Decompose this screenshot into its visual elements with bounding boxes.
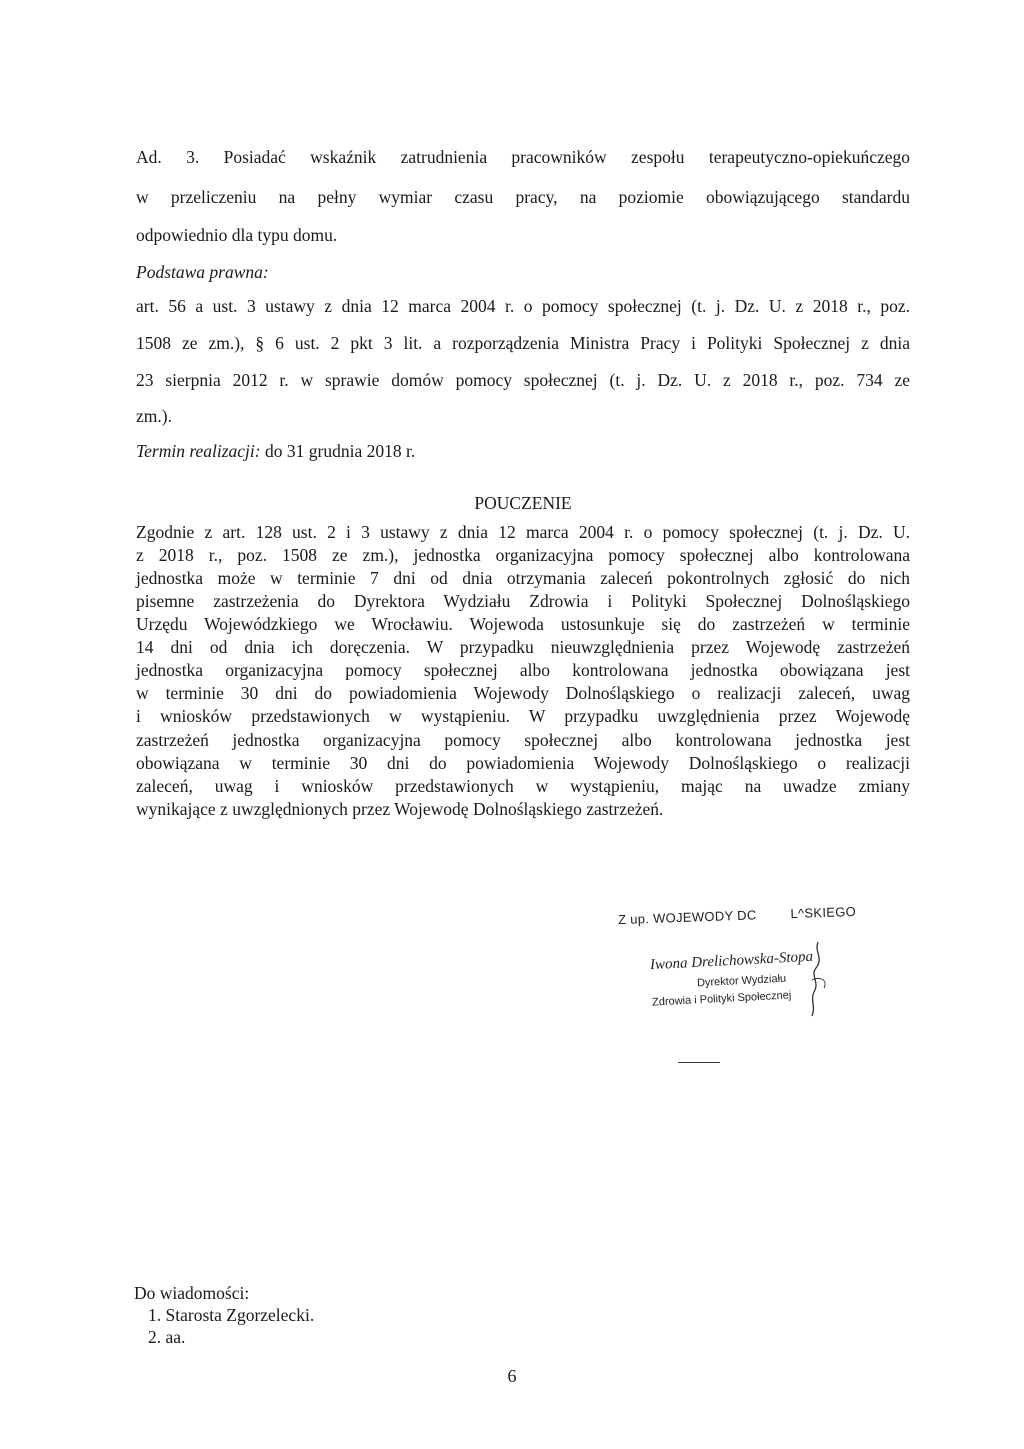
deadline-value: do 31 grudnia 2018 r. [265,441,416,461]
notice-line: obowiązana w terminie 30 dni do powiadomienia Wojewody Dolnośląskiego o realizacji [136,753,910,773]
notice-line: w terminie 30 dni do powiadomienia Wojewody Dolnośląskiego o realizacji zaleceń, uwag [136,683,910,703]
distribution-item: 2. aa. [148,1327,186,1347]
distribution-label: Do wiadomości: [134,1283,250,1303]
ad3-line-1: Ad. 3. Posiadać wskaźnik zatrudnienia pracowników zespołu terapeutyczno-opiekuńczego [136,147,910,167]
ad3-line-2: w przeliczeniu na pełny wymiar czasu pracy, na poziomie obowiązującego standardu [136,187,910,207]
distribution-item: 1. Starosta Zgorzelecki. [148,1305,315,1325]
legal-basis-label: Podstawa prawna: [136,262,269,282]
notice-line: Urzędu Wojewódzkiego we Wrocławiu. Wojewoda ustosunkuje się do zastrzeżeń w terminie [136,614,910,634]
legal-basis-line-2: 1508 ze zm.), § 6 ust. 2 pkt 3 lit. a rozporządzenia Ministra Pracy i Polityki Społecznej z dnia [136,333,910,353]
notice-line: Zgodnie z art. 128 ust. 2 i 3 ustawy z dnia 12 marca 2004 r. o pomocy społecznej (t. j. Dz. U. [136,522,910,542]
notice-line: pisemne zastrzeżenia do Dyrektora Wydziału Zdrowia i Polityki Społecznej Dolnośląskiego [136,591,910,611]
notice-line: zaleceń, uwag i wniosków przedstawionych w wystąpieniu, mając na uwadze zmiany [136,776,910,796]
stamp-title-left: Z up. WOJEWODY DC [617,907,757,928]
notice-line: z 2018 r., poz. 1508 ze zm.), jednostka organizacyjna pomocy społecznej albo kontrolowana [136,545,910,565]
deadline-label: Termin realizacji: [136,441,261,461]
signature-rule [678,1062,720,1063]
stamp-title [618,904,856,927]
notice-line: wynikające z uwzględnionych przez Wojewodę Dolnośląskiego zastrzeżeń. [136,799,664,819]
notice-line: 14 dni od dnia ich doręczenia. W przypadku nieuwzględnienia przez Wojewodę zastrzeżeń [136,637,910,657]
notice-line: i wniosków przedstawionych w wystąpieniu. W przypadku uwzględnienia przez Wojewodę [136,706,910,726]
deadline [136,440,910,462]
ad3-line-3: odpowiednio dla typu domu. [136,225,338,245]
signatory-role-line-1: Dyrektor Wydziału [696,972,787,990]
legal-basis-line-4: zm.). [136,406,172,426]
signatory-role-line-2: Zdrowia i Polityki Społecznej [651,989,792,1009]
handwritten-signature-icon [790,940,850,1020]
notice-heading: POUCZENIE [474,493,572,513]
stamp-title-right: L^SKIEGO [790,903,857,922]
notice-line: zastrzeżeń jednostka organizacyjna pomocy społecznej albo kontrolowana jednostka jest [136,730,910,750]
notice-line: jednostka może w terminie 7 dni od dnia otrzymania zaleceń pokontrolnych zgłosić do nich [136,568,910,588]
legal-basis-line-1: art. 56 a ust. 3 ustawy z dnia 12 marca 2004 r. o pomocy społecznej (t. j. Dz. U. z 2018 r., poz. [136,296,910,316]
notice-line: jednostka organizacyjna pomocy społecznej albo kontrolowana jednostka obowiązana jest [136,660,910,680]
legal-basis-line-3: 23 sierpnia 2012 r. w sprawie domów pomocy społecznej (t. j. Dz. U. z 2018 r., poz. 734 ze [136,370,910,390]
page-number: 6 [507,1366,517,1386]
signatory-name: Iwona Drelichowska-Stopa [649,948,814,974]
